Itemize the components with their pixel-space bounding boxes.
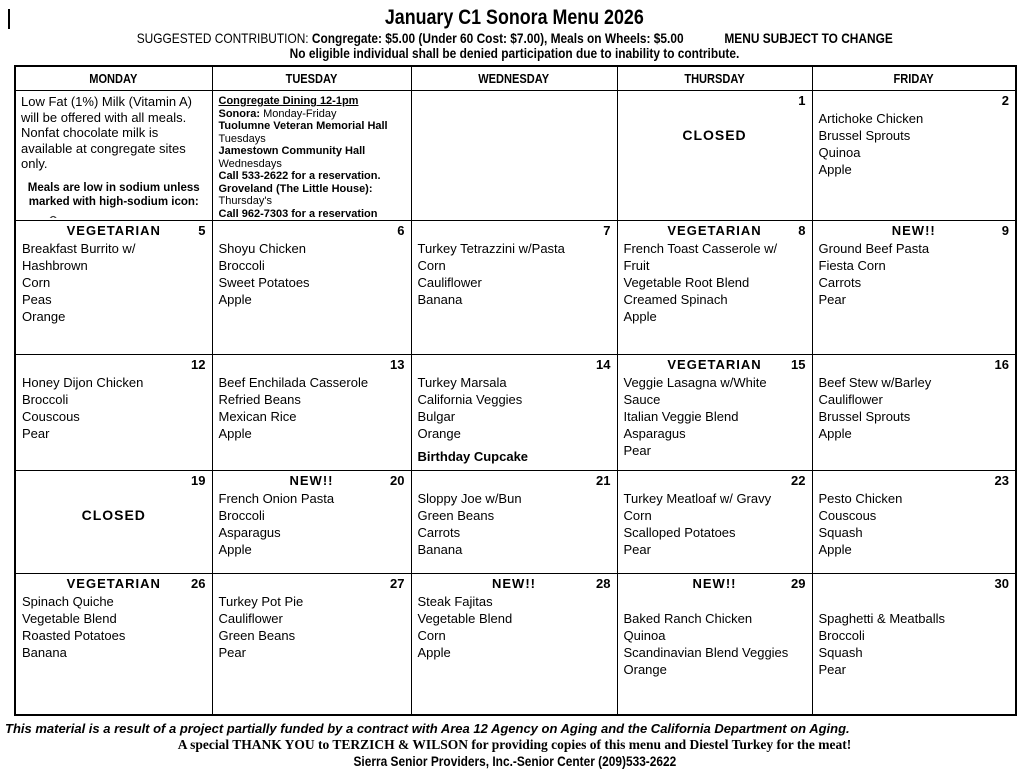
- menu-item: Broccoli: [218, 508, 265, 523]
- page-title-text: January C1 Sonora Menu 2026: [385, 6, 644, 29]
- cell-header: [416, 576, 613, 593]
- closed-day-cell-19: [15, 471, 212, 574]
- day-cell-content: [412, 221, 617, 352]
- day-cell-content: [813, 574, 1016, 712]
- menu-item: Italian Veggie Blend: [623, 409, 739, 424]
- cell-header: [817, 357, 1012, 374]
- day-cell-15: [617, 355, 812, 471]
- empty-day-cell: [411, 91, 617, 221]
- menu-items: [217, 240, 407, 308]
- cell-header: [217, 473, 407, 490]
- day-cell-21: [411, 471, 617, 574]
- birthday-cupcake-note: Birthday Cupcake: [417, 449, 529, 464]
- menu-item: Steak Fajitas: [417, 594, 493, 609]
- cell-header: [20, 473, 208, 490]
- menu-item: Pear: [623, 443, 651, 458]
- day-cell-content: [813, 221, 1016, 352]
- menu-subject-to-change: MENU SUBJECT TO CHANGE: [724, 30, 893, 46]
- day-cell-content: [618, 471, 812, 571]
- menu-item: Pear: [218, 645, 246, 660]
- menu-items: [817, 490, 1012, 558]
- menu-item: Vegetable Blend: [417, 611, 513, 626]
- day-number: 12: [191, 357, 206, 372]
- column-header-monday: [15, 66, 212, 91]
- menu-item: Couscous: [818, 508, 877, 523]
- day-number: 21: [596, 473, 611, 488]
- day-number: 14: [596, 357, 611, 372]
- day-cell-8: [617, 221, 812, 355]
- day-cell-9: [812, 221, 1016, 355]
- menu-item: Cauliflower: [818, 392, 883, 407]
- day-cell-16: [812, 355, 1016, 471]
- menu-item: Veggie Lasagna w/White: [623, 375, 767, 390]
- dining-info-text: Call 533-2622 for a reservation.: [218, 170, 381, 182]
- dining-info-line: [219, 170, 406, 183]
- sodium-note-text: Meals are low in sodium unless marked with high-sodium icon:: [27, 181, 200, 208]
- cell-header: [622, 576, 808, 593]
- day-number: 6: [397, 223, 405, 238]
- menu-item: Asparagus: [623, 426, 686, 441]
- menu-item: Sloppy Joe w/Bun: [417, 491, 522, 506]
- cell-header: [20, 576, 208, 593]
- day-number: 5: [198, 223, 206, 238]
- menu-item: Corn: [417, 258, 446, 273]
- calendar-week-row: [15, 91, 1016, 221]
- dining-info-line: [219, 120, 406, 133]
- day-cell-6: [212, 221, 411, 355]
- menu-items: [217, 593, 407, 661]
- menu-item: Apple: [818, 542, 852, 557]
- menu-items: [622, 490, 808, 558]
- day-tag-label: NEW!!: [289, 473, 334, 488]
- menu-items: [217, 490, 407, 558]
- cell-header: [217, 223, 407, 240]
- menu-items: [416, 240, 613, 308]
- menu-item: Green Beans: [417, 508, 495, 523]
- menu-item: Broccoli: [22, 392, 69, 407]
- menu-item: Scalloped Potatoes: [623, 525, 736, 540]
- calendar-week-row: [15, 471, 1016, 574]
- day-number: 16: [994, 357, 1009, 372]
- menu-items: [817, 374, 1012, 442]
- day-number: 8: [798, 223, 806, 238]
- menu-item: Apple: [218, 542, 252, 557]
- dining-info-line: [219, 208, 406, 219]
- menu-item: Artichoke Chicken: [818, 111, 924, 126]
- column-header-label: WEDNESDAY: [478, 71, 550, 86]
- cell-header: [416, 223, 613, 240]
- dining-info-text: Monday-Friday: [260, 107, 337, 120]
- menu-item: Baked Ranch Chicken: [623, 611, 753, 626]
- footer-contact: [0, 753, 1029, 770]
- footer-thank-you-note: A special THANK YOU to TERZICH & WILSON for providing copies of this menu and Diestel Turkey for the meat!: [177, 737, 852, 752]
- day-tag-label: VEGETARIAN: [667, 357, 762, 372]
- day-cell-content: [412, 91, 617, 218]
- day-cell-14: [411, 355, 617, 471]
- menu-item: Turkey Meatloaf w/ Gravy: [623, 491, 772, 506]
- cell-header: [817, 576, 1012, 593]
- dining-info-line: [219, 108, 406, 121]
- day-cell-content: [213, 574, 411, 712]
- menu-item: Refried Beans: [218, 392, 301, 407]
- dining-info-text: Tuolumne Veteran Memorial Hall: [218, 120, 388, 132]
- cell-header: [622, 357, 808, 374]
- day-cell-content: [213, 355, 411, 468]
- day-number: 29: [791, 576, 806, 591]
- day-cell-27: [212, 574, 411, 715]
- day-tag-label: NEW!!: [692, 576, 737, 591]
- menu-item: Apple: [218, 292, 252, 307]
- day-cell-content: [618, 574, 812, 712]
- day-number: 13: [390, 357, 405, 372]
- menu-item: Sweet Potatoes: [218, 275, 310, 290]
- menu-item: Sauce: [623, 392, 661, 407]
- menu-item: Orange: [623, 662, 667, 677]
- menu-item: Cauliflower: [417, 275, 482, 290]
- menu-item: Breakfast Burrito w/: [22, 241, 136, 256]
- day-number: 23: [994, 473, 1009, 488]
- calendar-week-row: [15, 221, 1016, 355]
- menu-items: [817, 610, 1012, 678]
- day-cell-content: [213, 91, 411, 218]
- cell-header: [817, 93, 1012, 110]
- menu-item: Spaghetti & Meatballs: [818, 611, 945, 626]
- page-title: [0, 6, 1029, 30]
- day-cell-content: [16, 355, 212, 468]
- dining-info-text: Congregate Dining 12-1pm: [218, 95, 359, 107]
- day-cell-content: [618, 221, 812, 352]
- menu-item: Roasted Potatoes: [22, 628, 126, 643]
- menu-item: Vegetable Root Blend: [623, 275, 750, 290]
- day-cell-content: [412, 574, 617, 712]
- menu-item: Brussel Sprouts: [818, 409, 911, 424]
- day-number: 7: [603, 223, 611, 238]
- column-header-label: MONDAY: [89, 71, 138, 86]
- salt-shaker-icon: [34, 210, 66, 219]
- dining-info-line: [219, 95, 406, 108]
- closed-label: CLOSED: [81, 507, 146, 523]
- menu-item: Couscous: [22, 409, 80, 424]
- menu-item: Squash: [818, 525, 863, 540]
- cell-header: [622, 473, 808, 490]
- contribution-line-text: [136, 31, 892, 46]
- menu-items: [20, 240, 208, 325]
- menu-items: [20, 593, 208, 661]
- menu-item: Carrots: [417, 525, 461, 540]
- day-cell-28: [411, 574, 617, 715]
- day-tag-label: VEGETARIAN: [667, 223, 762, 238]
- cell-header: [416, 473, 613, 490]
- menu-item: Banana: [22, 645, 67, 660]
- cell-header: [622, 223, 808, 240]
- menu-item: Bulgar: [417, 409, 456, 424]
- menu-item: Vegetable Blend: [22, 611, 117, 626]
- day-cell-content: [813, 91, 1016, 218]
- day-number: 22: [791, 473, 806, 488]
- menu-header: [0, 6, 1029, 61]
- menu-item: Pear: [818, 662, 846, 677]
- milk-note-cell: [15, 91, 212, 221]
- day-cell-26: [15, 574, 212, 715]
- menu-item: Turkey Pot Pie: [218, 594, 304, 609]
- day-cell-content: [16, 221, 212, 352]
- menu-item: Spinach Quiche: [22, 594, 114, 609]
- menu-item: Squash: [818, 645, 863, 660]
- day-cell-5: [15, 221, 212, 355]
- calendar-week-row: [15, 355, 1016, 471]
- day-cell-22: [617, 471, 812, 574]
- column-header-wednesday: [411, 66, 617, 91]
- column-header-label: FRIDAY: [893, 71, 934, 86]
- menu-item: Apple: [417, 645, 451, 660]
- day-cell-12: [15, 355, 212, 471]
- menu-items: [416, 374, 613, 442]
- day-number: 28: [596, 576, 611, 591]
- menu-item: Pear: [22, 426, 50, 441]
- menu-item: Apple: [818, 426, 852, 441]
- menu-item: Apple: [818, 162, 852, 177]
- day-tag-label: NEW!!: [891, 223, 936, 238]
- cell-header: [20, 223, 208, 240]
- eligibility-line: [0, 46, 1029, 61]
- menu-item: Ground Beef Pasta: [818, 241, 930, 256]
- weekday-header-row: [15, 66, 1016, 91]
- menu-item: Green Beans: [218, 628, 296, 643]
- column-header-label: THURSDAY: [684, 71, 745, 86]
- menu-item: French Onion Pasta: [218, 491, 335, 506]
- menu-item: California Veggies: [417, 392, 523, 407]
- day-cell-23: [812, 471, 1016, 574]
- menu-item: Apple: [218, 426, 252, 441]
- day-tag-label: VEGETARIAN: [66, 223, 161, 238]
- menu-item: Beef Stew w/Barley: [818, 375, 932, 390]
- blank-line: [622, 593, 808, 610]
- menu-item: Brussel Sprouts: [818, 128, 911, 143]
- menu-item: French Toast Casserole w/: [623, 241, 778, 256]
- cell-header: [622, 93, 808, 110]
- menu-item: Cauliflower: [218, 611, 283, 626]
- day-cell-content: [813, 471, 1016, 571]
- menu-item: Peas: [22, 292, 52, 307]
- dining-info-line: [219, 158, 406, 171]
- day-number: 20: [390, 473, 405, 488]
- day-number: 15: [791, 357, 806, 372]
- menu-items: [416, 490, 613, 558]
- congregate-dining-info-cell: [212, 91, 411, 221]
- menu-items: [20, 374, 208, 442]
- day-number: 19: [191, 473, 206, 488]
- column-header-thursday: [617, 66, 812, 91]
- cell-header: [20, 357, 208, 374]
- dining-info-line: [219, 183, 406, 196]
- menu-items: [817, 110, 1012, 178]
- menu-item: Turkey Tetrazzini w/Pasta: [417, 241, 565, 256]
- menu-items: [622, 374, 808, 459]
- closed-label: CLOSED: [682, 127, 747, 143]
- menu-calendar-table: [14, 65, 1017, 716]
- day-cell-content: [412, 355, 617, 468]
- menu-item: Fruit: [623, 258, 650, 273]
- menu-item: Creamed Spinach: [623, 292, 728, 307]
- day-cell-content: [16, 91, 212, 218]
- menu-item: Banana: [417, 292, 463, 307]
- blank-line: [817, 593, 1012, 610]
- menu-item: Pear: [818, 292, 846, 307]
- menu-item: Hashbrown: [22, 258, 88, 273]
- menu-item: Asparagus: [218, 525, 281, 540]
- menu-item: Pear: [623, 542, 651, 557]
- day-cell-content: [412, 471, 617, 571]
- menu-item: Beef Enchilada Casserole: [218, 375, 369, 390]
- dining-info-text: Call 962-7303 for a reservation: [218, 207, 378, 218]
- closed-day-cell-1: [617, 91, 812, 221]
- calendar-week-row: [15, 574, 1016, 715]
- day-number: 2: [1001, 93, 1009, 108]
- cell-header: [217, 576, 407, 593]
- cell-header: [817, 223, 1012, 240]
- day-cell-content: [16, 471, 212, 571]
- menu-item: Carrots: [818, 275, 862, 290]
- cell-header: [817, 473, 1012, 490]
- day-tag-label: NEW!!: [492, 576, 536, 591]
- menu-items: [817, 240, 1012, 308]
- day-number: 30: [994, 576, 1009, 591]
- day-cell-20: [212, 471, 411, 574]
- column-header-tuesday: [212, 66, 411, 91]
- menu-items: [622, 610, 808, 678]
- day-number: 9: [1001, 223, 1009, 238]
- menu-footer: [0, 721, 1029, 770]
- day-cell-content: [213, 471, 411, 571]
- dining-info-line: [219, 145, 406, 158]
- contribution-values: Congregate: $5.00 (Under 60 Cost: $7.00), Meals on Wheels: $5.00: [311, 30, 684, 46]
- day-cell-content: [618, 355, 812, 468]
- column-header-friday: [812, 66, 1016, 91]
- menu-item: Apple: [623, 309, 657, 324]
- day-cell-2: [812, 91, 1016, 221]
- dining-info-line: [219, 133, 406, 146]
- menu-item: Corn: [417, 628, 446, 643]
- menu-items: [416, 593, 613, 661]
- column-header-label: TUESDAY: [285, 71, 338, 86]
- menu-item: Mexican Rice: [218, 409, 297, 424]
- contribution-label: SUGGESTED CONTRIBUTION:: [136, 30, 312, 46]
- menu-item: Honey Dijon Chicken: [22, 375, 144, 390]
- day-cell-7: [411, 221, 617, 355]
- milk-note-text: Low Fat (1%) Milk (Vitamin A) will be offered with all meals. Nonfat chocolate milk is available at congregate sites only.: [21, 94, 192, 171]
- day-tag-label: VEGETARIAN: [66, 576, 161, 591]
- dining-info-text: Thursday's: [218, 195, 272, 207]
- menu-item: Broccoli: [218, 258, 265, 273]
- menu-item: Turkey Marsala: [417, 375, 507, 390]
- day-cell-29: [617, 574, 812, 715]
- dining-info-text: Tuesdays: [218, 132, 266, 145]
- dining-info-text: Wednesdays: [218, 157, 282, 170]
- day-number: 27: [390, 576, 405, 591]
- menu-item: Fiesta Corn: [818, 258, 886, 273]
- day-cell-content: [618, 91, 812, 218]
- dining-info-text: Groveland (The Little House):: [218, 182, 373, 195]
- menu-item: Pesto Chicken: [818, 491, 903, 506]
- menu-item: Orange: [22, 309, 66, 324]
- menu-item: Corn: [623, 508, 652, 523]
- day-number: 1: [798, 93, 806, 108]
- cell-header: [217, 357, 407, 374]
- menu-item: Scandinavian Blend Veggies: [623, 645, 789, 660]
- day-cell-30: [812, 574, 1016, 715]
- menu-item: Quinoa: [623, 628, 666, 643]
- menu-item: Orange: [417, 426, 461, 441]
- dining-info-line: [219, 195, 406, 208]
- dining-info-text: Sonora:: [218, 107, 261, 120]
- contribution-line: [0, 31, 1029, 46]
- cell-header: [416, 357, 613, 374]
- footer-contact-text: Sierra Senior Providers, Inc.-Senior Center (209)533-2622: [353, 753, 676, 769]
- menu-items: [622, 240, 808, 325]
- menu-item: Shoyu Chicken: [218, 241, 306, 256]
- day-cell-content: [16, 574, 212, 712]
- dining-info-text: Jamestown Community Hall: [218, 145, 366, 157]
- congregate-dining-info: [217, 93, 407, 218]
- day-cell-content: [813, 355, 1016, 468]
- day-number: 26: [191, 576, 206, 591]
- footer-funding-note: This material is a result of a project partially funded by a contract with Area 12 Agency on Aging and the California Department on Aging.: [5, 721, 850, 736]
- menu-items: [217, 374, 407, 442]
- eligibility-note: No eligible individual shall be denied participation due to inability to contribute.: [289, 45, 740, 61]
- menu-item: Banana: [417, 542, 463, 557]
- menu-item: Quinoa: [818, 145, 861, 160]
- menu-item: Corn: [22, 275, 51, 290]
- day-cell-13: [212, 355, 411, 471]
- menu-item: Broccoli: [818, 628, 865, 643]
- day-cell-content: [213, 221, 411, 352]
